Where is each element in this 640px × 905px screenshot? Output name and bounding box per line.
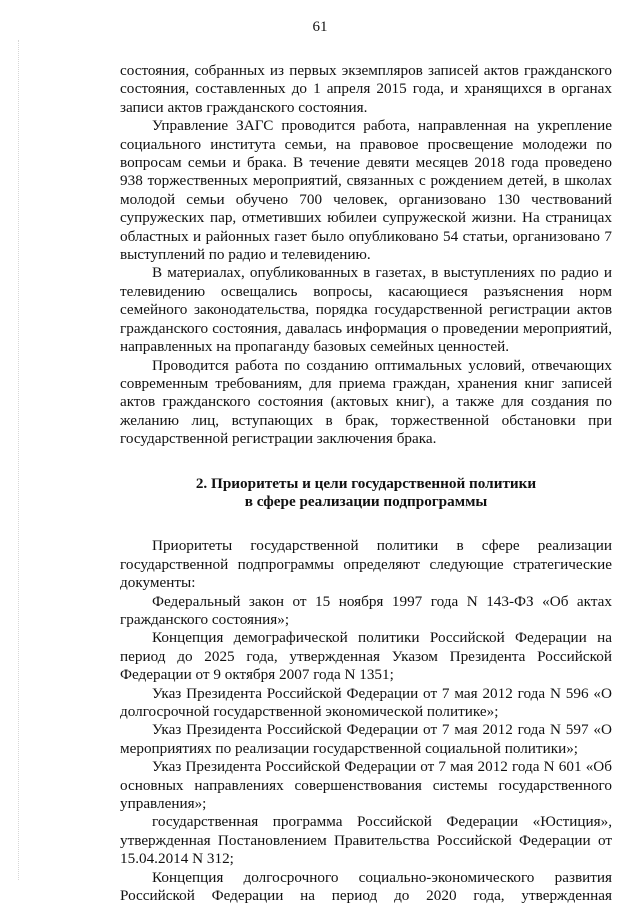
list-item-decree-601: Указ Президента Российской Федерации от 7 мая 2012 года N 601 «Об основных направлениях совершенствования системы государственного управления»;	[120, 758, 612, 813]
paragraph-optimal-conditions: Проводится работа по созданию оптимальных условий, отвечающих современным требованиям, для приема граждан, хранения книг записей актов гражданского состояния (актовых книг), а также для создания по желанию лиц, вступающих в брак, торжественной обстановки при государственной регистрации заключения брака.	[120, 356, 612, 448]
list-item-development-concept: Концепция долгосрочного социально-экономического развития Российской Федерации на период до 2020 года, утвержденная	[120, 868, 612, 905]
paragraph-zags-work: Управление ЗАГС проводится работа, направленная на укрепление социального института семьи, на правовое просвещение молодежи по вопросам семьи и брака. В течение девяти месяцев 2018 года проведено 938 торжественных мероприятий, связанных с рождением детей, в школах молодой семьи обучено 700 человек, организовано 130 чествований супружеских пар, отметивших юбилеи супружеской жизни. На страницах областных и районных газет было опубликовано 54 статьи, организовано 7 выступлений по радио и телевидению.	[120, 117, 612, 264]
margin-dotted-rule	[18, 40, 19, 880]
list-item-decree-596: Указ Президента Российской Федерации от 7 мая 2012 года N 596 «О долгосрочной государственной экономической политике»;	[120, 684, 612, 720]
section-heading	[120, 475, 612, 512]
list-item-justice-program: государственная программа Российской Федерации «Юстиция», утвержденная Постановлением Правительства Российской Федерации от 15.04.2014 N 312;	[120, 813, 612, 868]
spacer	[120, 449, 612, 475]
list-item-federal-law: Федеральный закон от 15 ноября 1997 года N 143-ФЗ «Об актах гражданского состояния»;	[120, 592, 612, 628]
section-heading-line-1: 2. Приоритеты и цели государственной политики	[195, 474, 537, 492]
section-heading-line-2: в сфере реализации подпрограммы	[244, 492, 488, 510]
paragraph-priorities-intro: Приоритеты государственной политики в сфере реализации государственной подпрограммы определяют следующие стратегические документы:	[120, 537, 612, 592]
list-item-demographic-concept: Концепция демографической политики Российской Федерации на период до 2025 года, утвержденная Указом Президента Российской Федерации от 9 октября 2007 года N 1351;	[120, 629, 612, 684]
list-item-decree-597: Указ Президента Российской Федерации от 7 мая 2012 года N 597 «О мероприятиях по реализации государственной социальной политики»;	[120, 721, 612, 757]
page-number: 61	[312, 19, 328, 35]
document-body	[120, 62, 612, 905]
spacer	[120, 511, 612, 537]
paragraph-continuation: состояния, собранных из первых экземпляров записей актов гражданского состояния, составленных до 1 апреля 2015 года, и хранящихся в органах записи актов гражданского состояния.	[120, 62, 612, 116]
paragraph-media-coverage: В материалах, опубликованных в газетах, в выступлениях по радио и телевидению освещались вопросы, касающиеся разъяснения норм семейного законодательства, порядка государственной регистрации актов гражданского состояния, давалась информация о проведении мероприятий, направленных на пропаганду базовых семейных ценностей.	[120, 264, 612, 356]
